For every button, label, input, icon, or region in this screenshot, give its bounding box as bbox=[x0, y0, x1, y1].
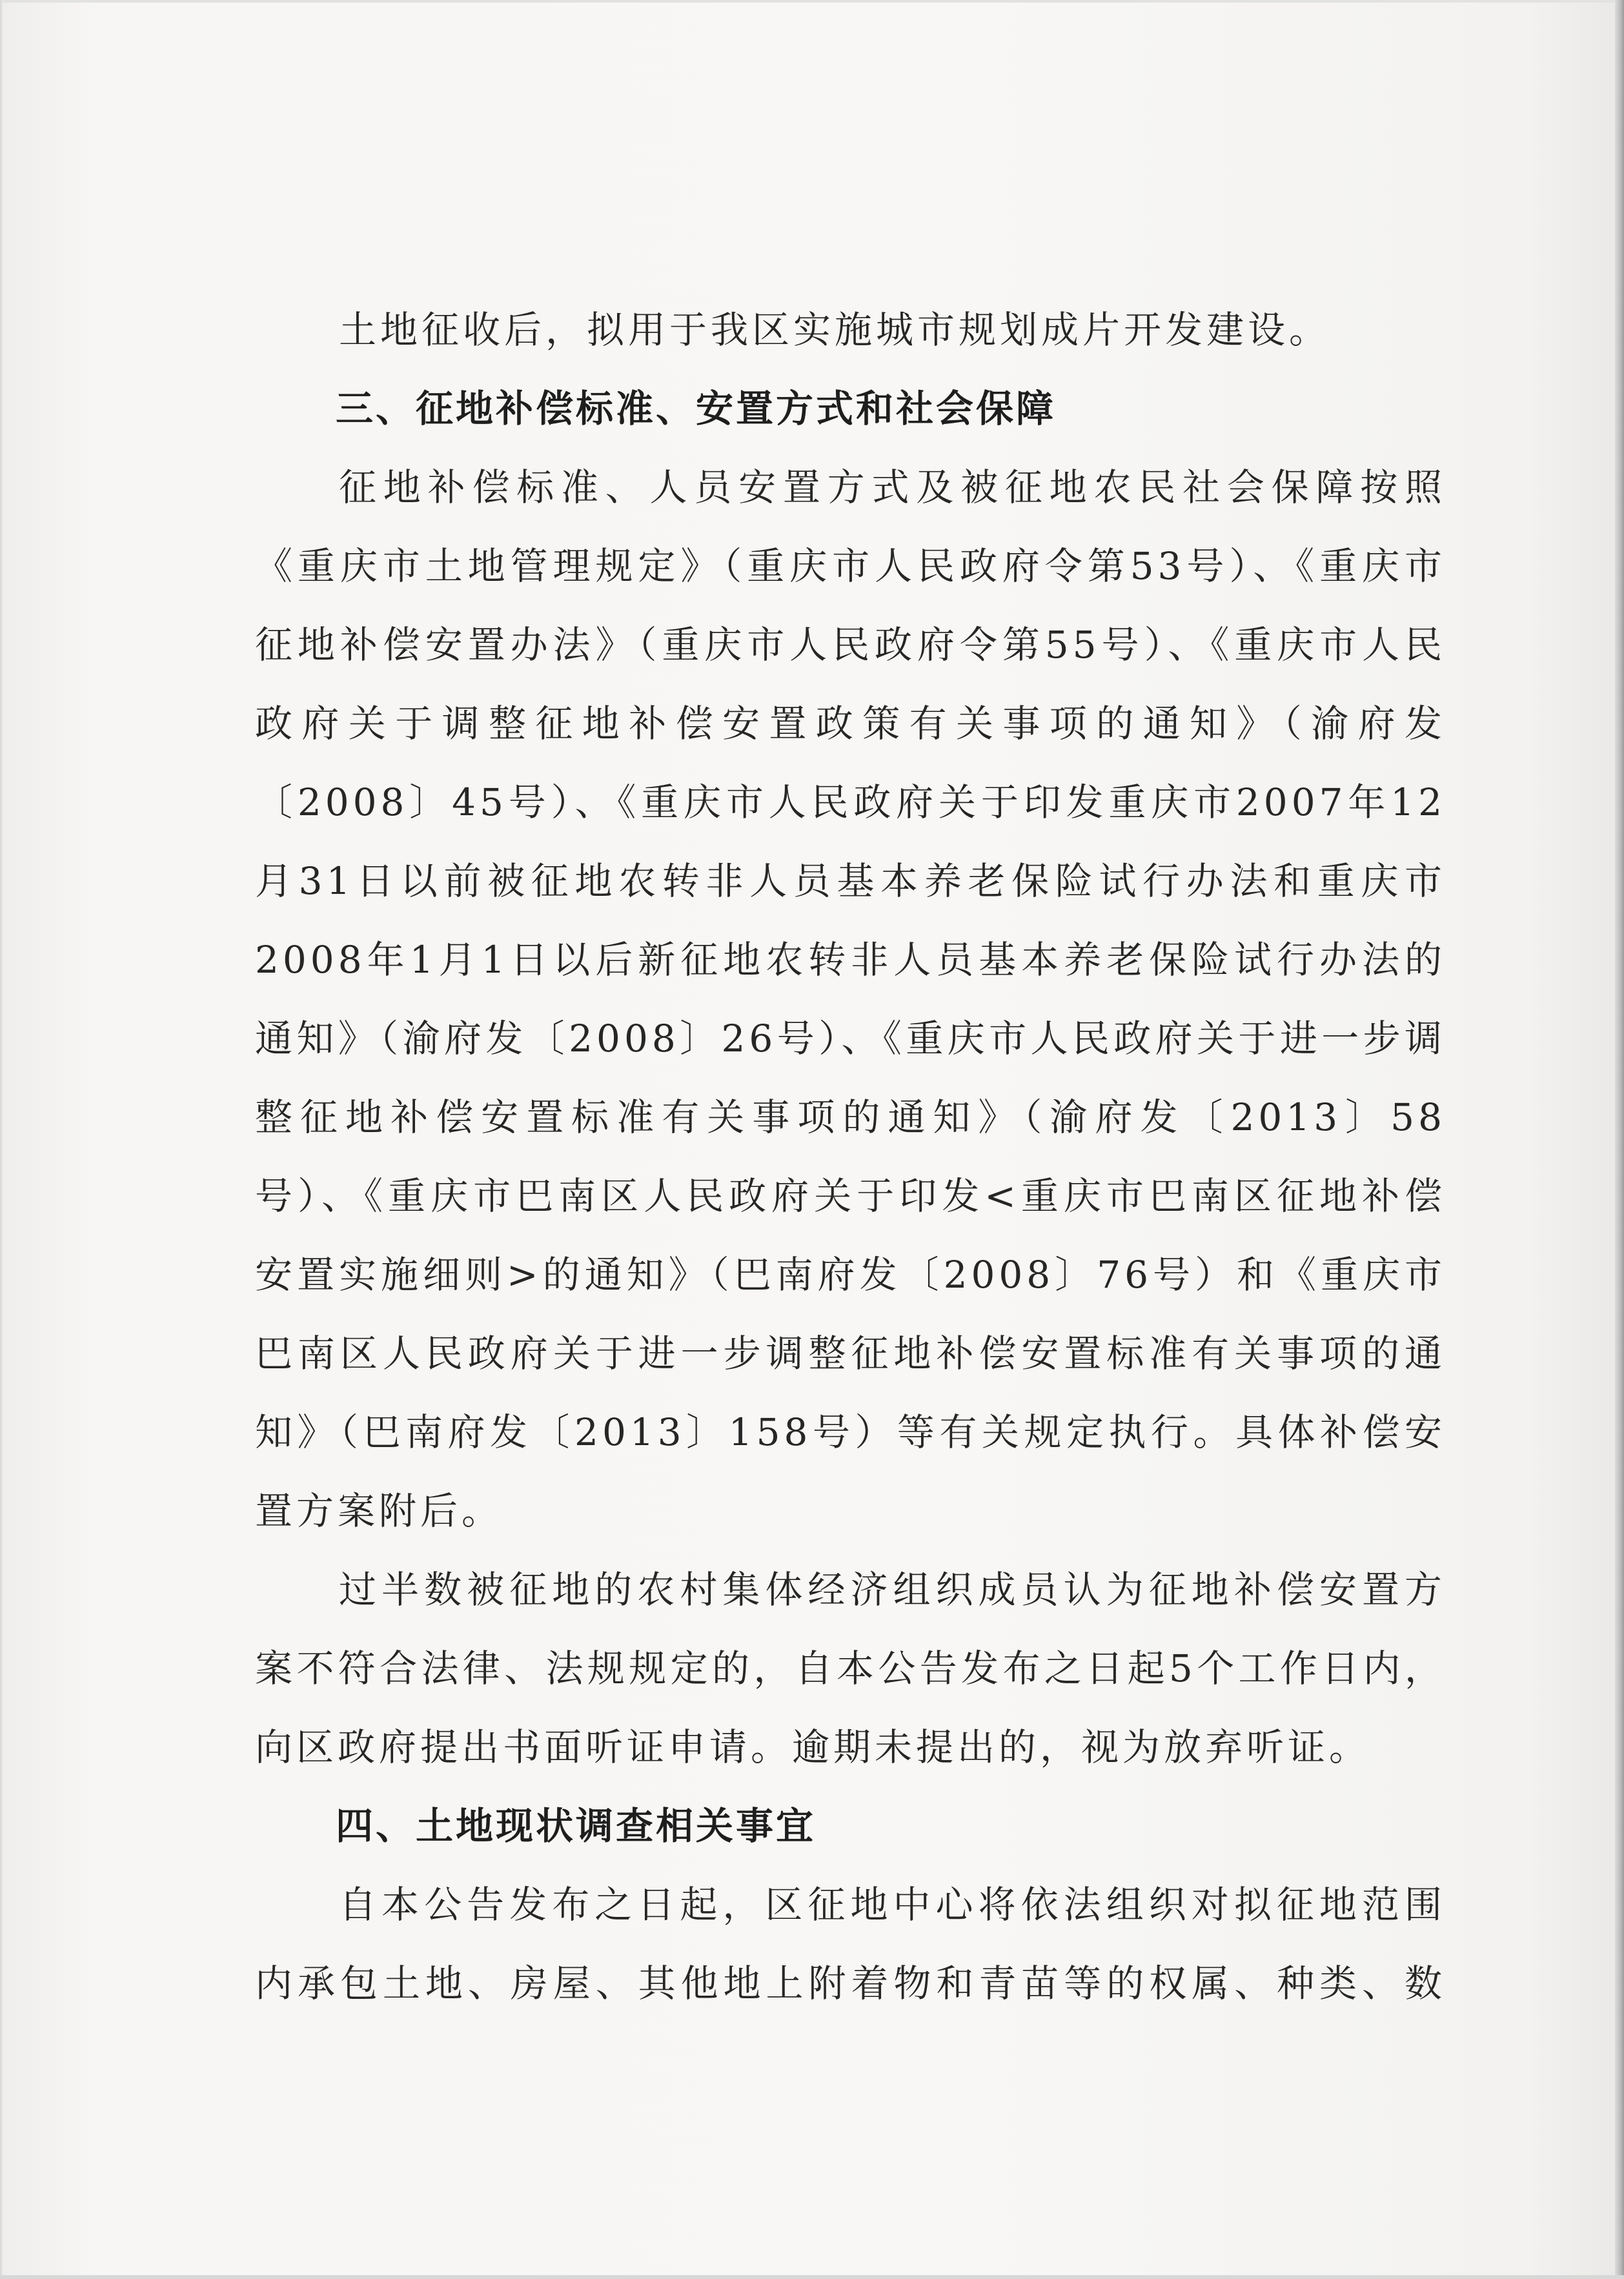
scan-edge-left bbox=[0, 0, 3, 2279]
scan-edge-bottom bbox=[0, 2275, 1624, 2279]
scan-edge-right bbox=[1615, 0, 1624, 2279]
section-heading-compensation: 三、征地补偿标准、安置方式和社会保障 bbox=[336, 387, 1057, 430]
paragraph-land-survey: 自本公告发布之日起，区征地中心将依法组织对拟征地范围内承包土地、房屋、其他地上附着物和青苗等的权属、种类、数 bbox=[255, 1883, 1446, 2005]
document-body bbox=[255, 290, 1446, 2023]
paragraph-land-use: 土地征收后，拟用于我区实施城市规划成片开发建设。 bbox=[339, 308, 1331, 352]
scan-edge-top bbox=[0, 0, 1624, 3]
paragraph-hearing-request: 过半数被征地的农村集体经济组织成员认为征地补偿安置方案不符合法律、法规规定的，自本公告发布之日起5个工作日内，向区政府提出书面听证申请。逾期未提出的，视为放弃听证。 bbox=[255, 1568, 1446, 1769]
section-heading-land-survey: 四、土地现状调查相关事宜 bbox=[336, 1804, 817, 1848]
paragraph-compensation-standards: 征地补偿标准、人员安置方式及被征地农民社会保障按照《重庆市土地管理规定》（重庆市人民政府令第53号）、《重庆市征地补偿安置办法》（重庆市人民政府令第55号）、《重庆市人民政府关于调整征地补偿安置政策有关事项的通知》（渝府发〔2008〕45号）、《重庆市人民政府关于印发重庆市2007年12月31日以前被征地农转非人员基本养老保险试行办法和重庆市2008年1月1日以后新征地农转非人员基本养老保险试行办法的通知》（渝府发〔2008〕26号）、《重庆市人民政府关于进一步调整征地补偿安置标准有关事项的通知》（渝府发〔2013〕58号）、《重庆市巴南区人民政府关于印发<重庆市巴南区征地补偿安置实施细则>的通知》（巴南府发〔2008〕76号）和《重庆市巴南区人民政府关于进一步调整征地补偿安置标准有关事项的通知》（巴南府发〔2013〕158号）等有关规定执行。具体补偿安置方案附后。 bbox=[255, 465, 1446, 1533]
